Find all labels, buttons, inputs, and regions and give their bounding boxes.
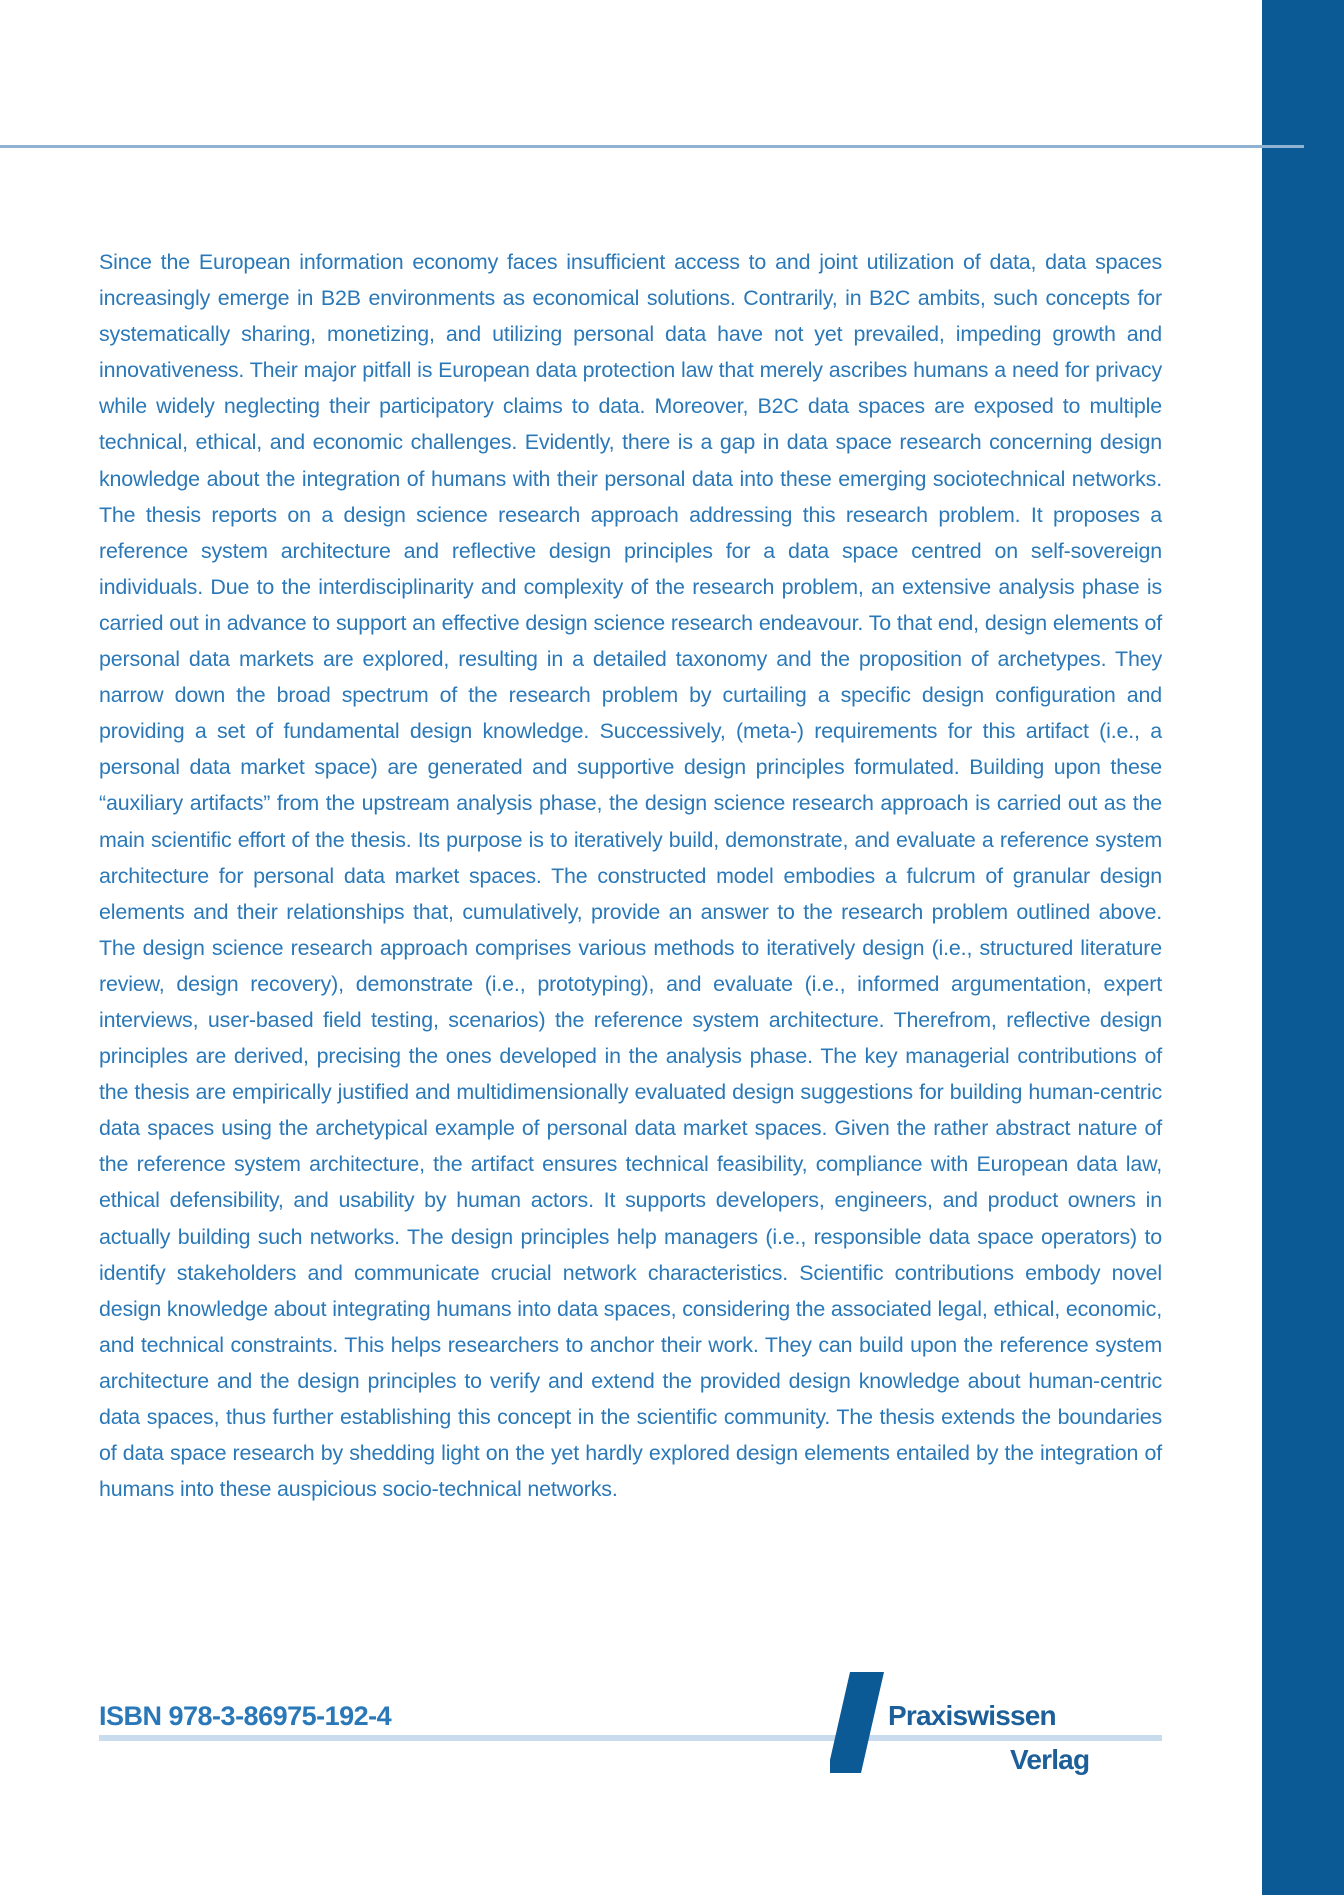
top-rule	[0, 145, 1304, 148]
isbn-number: ISBN 978-3-86975-192-4	[99, 1701, 392, 1731]
abstract-text: Since the European information economy faces insufficient access to and joint utilization of data, data spaces increasingly emerge in B2B environments as economical solutions. Contrarily, in B2C ambits, such concepts for systematically sharing, monetizing, and utilizing personal data have not yet prevailed, impeding growth and innovativeness. Their major pitfall is European data protection law that merely ascribes humans a need for privacy while widely neglecting their participatory claims to data. Moreover, B2C data spaces are exposed to multiple technical, ethical, and economic challenges. Evidently, there is a gap in data space research concerning design knowledge about the integration of humans with their personal data into these emerging sociotechnical networks. The thesis reports on a design science research approach addressing this research problem. It proposes a reference system architecture and reflective design principles for a data space centred on self-sovereign individuals. Due to the interdisciplinarity and complexity of the research problem, an extensive analysis phase is carried out in advance to support an effective design science research endeavour. To that end, design elements of personal data markets are explored, resulting in a detailed taxonomy and the proposition of archetypes. They narrow down the broad spectrum of the research problem by curtailing a specific design configuration and providing a set of fundamental design knowledge. Successively, (meta-) requirements for this artifact (i.e., a personal data market space) are generated and supportive design principles formulated. Building upon these “auxiliary artifacts” from the upstream analysis phase, the design science research approach is carried out as the main scientific effort of the thesis. Its purpose is to iteratively build, demonstrate, and evaluate a reference system architecture for personal data market spaces. The constructed model embodies a fulcrum of granular design elements and their relationships that, cumulatively, provide an answer to the research problem outlined above. The design science research approach comprises various methods to iteratively design (i.e., structured literature review, design recovery), demonstrate (i.e., prototyping), and evaluate (i.e., informed argumentation, expert interviews, user-based field testing, scenarios) the reference system architecture. Therefrom, reflective design principles are derived, precising the ones developed in the analysis phase. The key managerial contributions of the thesis are empirically justified and multidimensionally evaluated design suggestions for building human-centric data spaces using the archetypical example of personal data market spaces. Given the rather abstract nature of the reference system architecture, the artifact ensures technical feasibility, compliance with European data law, ethical defensibility, and usability by human actors. It supports developers, engineers, and product owners in actually building such networks. The design principles help managers (i.e., responsible data space operators) to identify stakeholders and communicate crucial network characteristics. Scientific contributions embody novel design knowledge about integrating humans into data spaces, considering the associated legal, ethical, economic, and technical constraints. This helps researchers to anchor their work. They can build upon the reference system architecture and the design principles to verify and extend the provided design knowledge about human-centric data spaces, thus further establishing this concept in the scientific community. The thesis extends the boundaries of data space research by shedding light on the yet hardly explored design elements entailed by the integration of humans into these auspicious socio-technical networks.	[99, 250, 1162, 1502]
spine-bar	[1262, 0, 1344, 1895]
publisher-name-line2: Verlag	[1010, 1744, 1090, 1775]
publisher-name-line1: Praxiswissen	[888, 1700, 1056, 1731]
publisher-logo	[830, 1672, 1130, 1777]
